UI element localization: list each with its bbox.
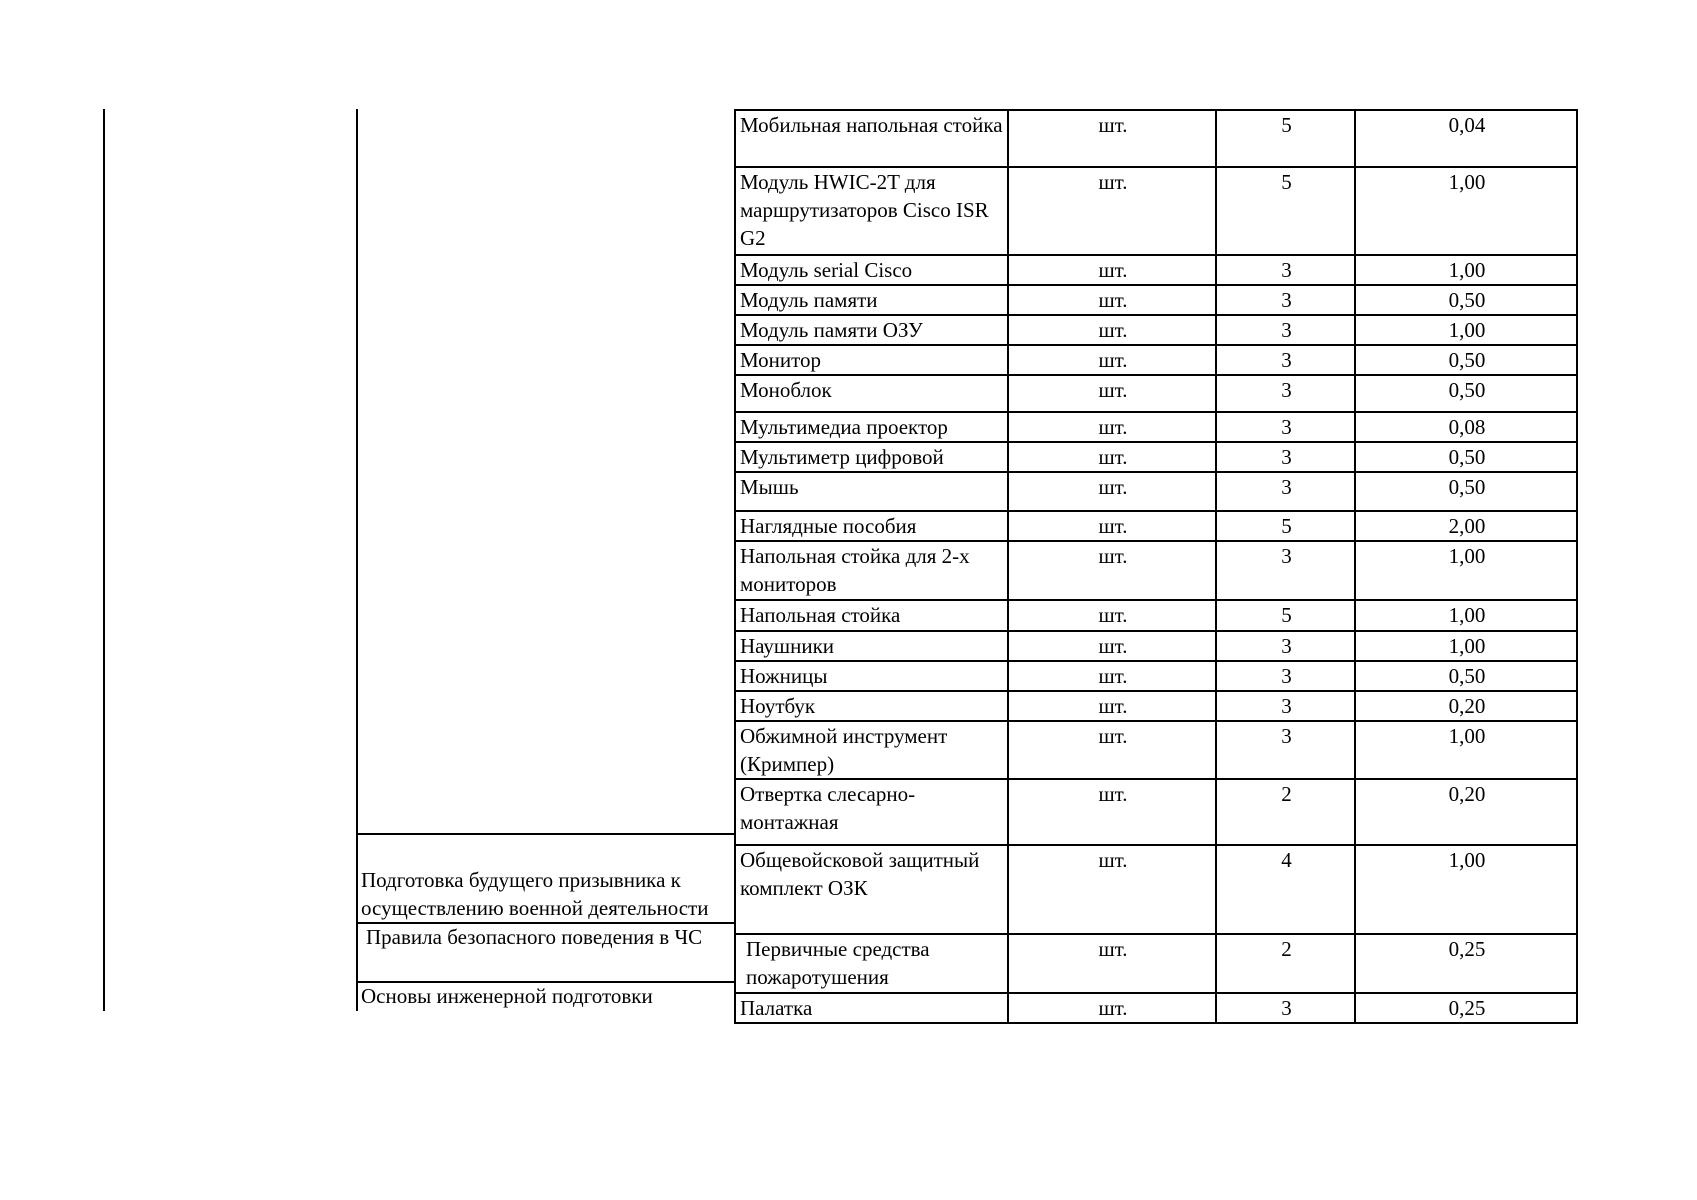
item-norm: 0,50	[1355, 375, 1577, 412]
item-unit: шт.	[1008, 845, 1216, 934]
item-norm: 0,50	[1355, 285, 1577, 315]
item-unit: шт.	[1008, 541, 1216, 600]
item-quantity: 3	[1216, 375, 1355, 412]
table-row	[735, 110, 1577, 167]
table-row	[735, 934, 1577, 993]
item-unit: шт.	[1008, 110, 1216, 167]
item-norm: 1,00	[1355, 315, 1577, 345]
equipment-table	[734, 109, 1578, 1024]
item-norm: 1,00	[1355, 631, 1577, 661]
item-unit: шт.	[1008, 255, 1216, 285]
item-name: Модуль памяти	[735, 285, 1008, 315]
item-unit: шт.	[1008, 661, 1216, 691]
table-row	[735, 631, 1577, 661]
item-name: Монитор	[735, 345, 1008, 375]
item-norm: 0,50	[1355, 442, 1577, 472]
item-unit: шт.	[1008, 600, 1216, 631]
table-row	[735, 511, 1577, 541]
item-name: Обжимной инструмент (Кримпер)	[735, 721, 1008, 779]
item-quantity: 5	[1216, 511, 1355, 541]
section-label: Правила безопасного поведения в ЧС	[366, 925, 703, 949]
item-quantity: 3	[1216, 345, 1355, 375]
table-row	[735, 285, 1577, 315]
item-quantity: 3	[1216, 631, 1355, 661]
item-quantity: 2	[1216, 934, 1355, 993]
section-bottom-border	[357, 833, 734, 835]
item-name: Общевойсковой защитный комплект ОЗК	[735, 845, 1008, 934]
section-label: Подготовка будущего призывника к осуществлению военной деятельности	[361, 868, 709, 920]
item-unit: шт.	[1008, 442, 1216, 472]
table-row	[735, 993, 1577, 1023]
table-row	[735, 845, 1577, 934]
item-quantity: 5	[1216, 110, 1355, 167]
item-name: Ножницы	[735, 661, 1008, 691]
item-quantity: 3	[1216, 255, 1355, 285]
item-unit: шт.	[1008, 375, 1216, 412]
item-quantity: 3	[1216, 541, 1355, 600]
table-row	[735, 255, 1577, 285]
item-name: Палатка	[735, 993, 1008, 1023]
section-column-border	[356, 109, 358, 1011]
table-row	[735, 442, 1577, 472]
item-name: Модуль HWIC-2T для маршрутизаторов Cisco ISR G2	[735, 167, 1008, 255]
item-unit: шт.	[1008, 285, 1216, 315]
item-unit: шт.	[1008, 934, 1216, 993]
item-unit: шт.	[1008, 167, 1216, 255]
item-name: Первичные средства пожаротушения	[735, 934, 1008, 993]
item-norm: 0,20	[1355, 691, 1577, 721]
item-unit: шт.	[1008, 691, 1216, 721]
item-quantity: 2	[1216, 779, 1355, 845]
item-norm: 1,00	[1355, 721, 1577, 779]
item-name: Отвертка слесарно-монтажная	[735, 779, 1008, 845]
item-unit: шт.	[1008, 721, 1216, 779]
item-name: Наглядные пособия	[735, 511, 1008, 541]
item-unit: шт.	[1008, 511, 1216, 541]
item-name: Напольная стойка	[735, 600, 1008, 631]
table-row	[735, 375, 1577, 412]
item-quantity: 3	[1216, 315, 1355, 345]
item-unit: шт.	[1008, 993, 1216, 1023]
item-name: Модуль памяти ОЗУ	[735, 315, 1008, 345]
item-name: Мультимедиа проектор	[735, 412, 1008, 442]
item-unit: шт.	[1008, 315, 1216, 345]
item-norm: 0,50	[1355, 345, 1577, 375]
table-row	[735, 779, 1577, 845]
item-quantity: 3	[1216, 661, 1355, 691]
item-quantity: 3	[1216, 472, 1355, 511]
item-unit: шт.	[1008, 472, 1216, 511]
table-row	[735, 412, 1577, 442]
item-quantity: 3	[1216, 993, 1355, 1023]
item-norm: 0,25	[1355, 934, 1577, 993]
item-norm: 0,08	[1355, 412, 1577, 442]
item-name: Мобильная напольная стойка	[735, 110, 1008, 167]
item-quantity: 5	[1216, 167, 1355, 255]
table-row	[735, 472, 1577, 511]
item-norm: 0,25	[1355, 993, 1577, 1023]
item-unit: шт.	[1008, 412, 1216, 442]
item-unit: шт.	[1008, 631, 1216, 661]
item-norm: 1,00	[1355, 600, 1577, 631]
item-norm: 0,50	[1355, 661, 1577, 691]
item-quantity: 3	[1216, 412, 1355, 442]
item-norm: 0,04	[1355, 110, 1577, 167]
item-name: Мышь	[735, 472, 1008, 511]
table-row	[735, 661, 1577, 691]
item-norm: 0,50	[1355, 472, 1577, 511]
item-unit: шт.	[1008, 345, 1216, 375]
item-name: Напольная стойка для 2-х мониторов	[735, 541, 1008, 600]
item-quantity: 4	[1216, 845, 1355, 934]
table-row	[735, 600, 1577, 631]
item-quantity: 5	[1216, 600, 1355, 631]
item-norm: 2,00	[1355, 511, 1577, 541]
item-quantity: 3	[1216, 285, 1355, 315]
item-norm: 0,20	[1355, 779, 1577, 845]
item-norm: 1,00	[1355, 255, 1577, 285]
item-unit: шт.	[1008, 779, 1216, 845]
section-label: Основы инженерной подготовки	[361, 984, 653, 1008]
table-row	[735, 541, 1577, 600]
item-name: Ноутбук	[735, 691, 1008, 721]
item-norm: 1,00	[1355, 167, 1577, 255]
item-quantity: 3	[1216, 442, 1355, 472]
item-name: Мультиметр цифровой	[735, 442, 1008, 472]
table-row	[735, 691, 1577, 721]
left-border-line	[103, 109, 105, 1011]
item-name: Моноблок	[735, 375, 1008, 412]
item-quantity: 3	[1216, 721, 1355, 779]
table-row	[735, 315, 1577, 345]
item-name: Модуль serial Cisco	[735, 255, 1008, 285]
table-row	[735, 345, 1577, 375]
item-name: Наушники	[735, 631, 1008, 661]
item-norm: 1,00	[1355, 541, 1577, 600]
table-row	[735, 721, 1577, 779]
item-norm: 1,00	[1355, 845, 1577, 934]
item-quantity: 3	[1216, 691, 1355, 721]
table-row	[735, 167, 1577, 255]
